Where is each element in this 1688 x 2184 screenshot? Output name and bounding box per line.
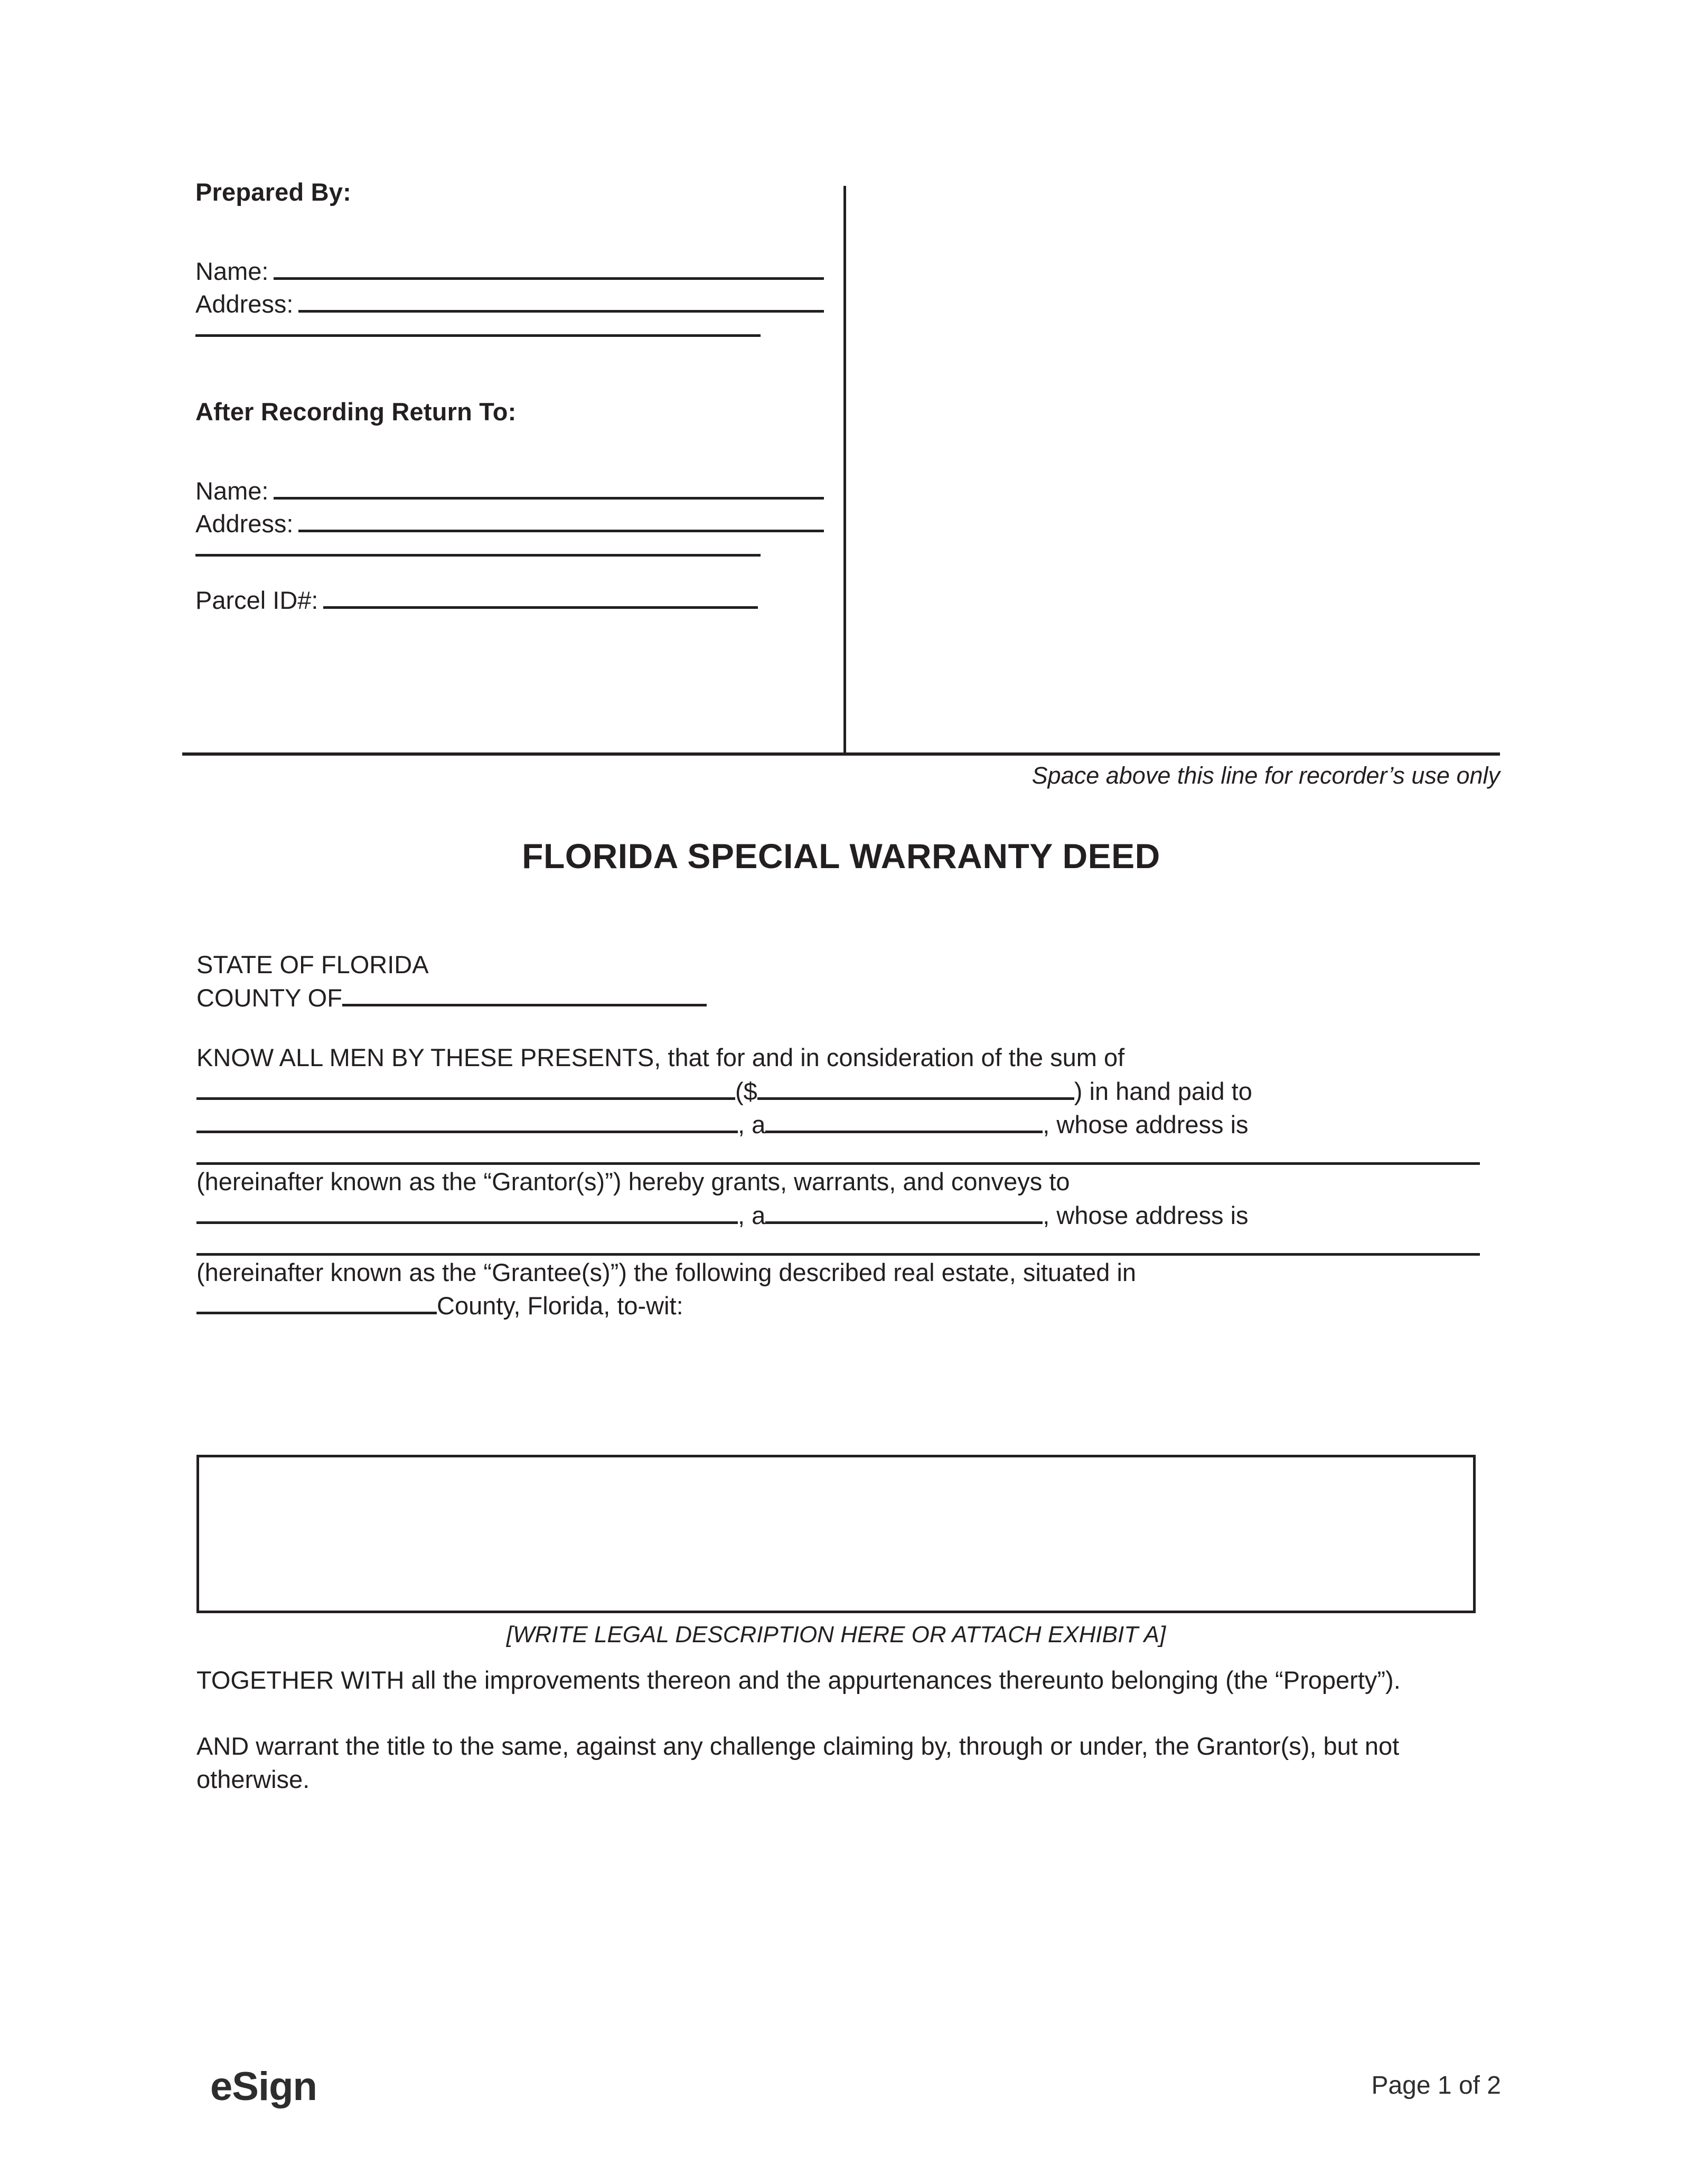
grantee-name-line bbox=[196, 1199, 1480, 1232]
spacer bbox=[195, 557, 824, 584]
grantor-clause-text: (hereinafter known as the “Grantor(s)”) hereby grants, warrants, and conveys to bbox=[196, 1168, 1070, 1196]
spacer bbox=[196, 1014, 1480, 1041]
grantee-entity-blank[interactable] bbox=[765, 1200, 1043, 1223]
spacer bbox=[195, 337, 824, 399]
grantor-entity-blank[interactable] bbox=[765, 1109, 1043, 1133]
prepared-by-address-label: Address: bbox=[195, 290, 294, 318]
return-to-name-label: Name: bbox=[195, 477, 269, 505]
grantee-address-suffix-text: , whose address is bbox=[1043, 1201, 1249, 1229]
grantee-name-blank[interactable] bbox=[196, 1200, 738, 1223]
recorder-left-column bbox=[195, 180, 824, 617]
county-situs-line bbox=[196, 1289, 1480, 1322]
prepared-by-address-row bbox=[195, 288, 824, 321]
grantor-name-blank[interactable] bbox=[196, 1109, 738, 1133]
spacer bbox=[196, 1697, 1480, 1729]
legal-description-box[interactable] bbox=[196, 1455, 1476, 1613]
consideration-words-blank[interactable] bbox=[196, 1076, 735, 1099]
county-line bbox=[196, 981, 1480, 1014]
return-to-address-label: Address: bbox=[195, 510, 294, 538]
page-number: Page 1 of 2 bbox=[1371, 2072, 1501, 2100]
state-line bbox=[196, 948, 1480, 981]
situs-county-blank[interactable] bbox=[196, 1291, 437, 1314]
deed-body bbox=[196, 948, 1480, 1323]
grantor-address-line bbox=[196, 1141, 1480, 1165]
consideration-intro-text: KNOW ALL MEN BY THESE PRESENTS, that for and in consideration of the sum of bbox=[196, 1043, 1125, 1072]
prepared-by-name-row bbox=[195, 255, 824, 288]
and-warrant-paragraph: AND warrant the title to the same, against any challenge claiming by, through or under, the Grantor(s), but not otherwise. bbox=[196, 1732, 1400, 1794]
grantor-entity-prefix-text: , a bbox=[738, 1110, 766, 1138]
return-to-name-row bbox=[195, 475, 824, 507]
grantee-clause-line bbox=[196, 1256, 1480, 1289]
prepared-by-heading: Prepared By: bbox=[195, 178, 351, 206]
consideration-amount-line bbox=[196, 1075, 1480, 1108]
closing-paragraphs bbox=[196, 1663, 1480, 1796]
grantee-entity-prefix-text: , a bbox=[738, 1201, 766, 1229]
recorder-vertical-divider bbox=[843, 186, 846, 755]
return-to-address-blank[interactable] bbox=[298, 509, 824, 532]
grantor-address-suffix-text: , whose address is bbox=[1043, 1110, 1249, 1138]
esign-logo: eSign bbox=[210, 2064, 317, 2109]
parcel-id-label: Parcel ID#: bbox=[195, 586, 318, 615]
together-with-paragraph: TOGETHER WITH all the improvements thereon and the appurtenances thereunto belonging (the “Property”). bbox=[196, 1666, 1401, 1694]
dollar-open-text: ($ bbox=[735, 1077, 757, 1105]
grantor-name-line bbox=[196, 1108, 1480, 1141]
consideration-intro-line bbox=[196, 1041, 1480, 1074]
prepared-by-address-blank[interactable] bbox=[298, 289, 824, 313]
grantor-address-blank[interactable] bbox=[196, 1141, 1480, 1165]
prepared-by-name-blank[interactable] bbox=[274, 256, 824, 280]
grantee-clause-text: (hereinafter known as the “Grantee(s)”) the following described real estate, situated in bbox=[196, 1258, 1137, 1287]
parcel-id-row bbox=[195, 584, 758, 617]
parcel-id-blank[interactable] bbox=[323, 585, 758, 609]
dollar-close-text: ) in hand paid to bbox=[1074, 1077, 1252, 1105]
county-of-label: COUNTY OF bbox=[196, 984, 342, 1012]
county-situs-suffix-text: County, Florida, to-wit: bbox=[437, 1292, 683, 1320]
spacer bbox=[195, 424, 824, 475]
state-of-florida-text: STATE OF FLORIDA bbox=[196, 950, 429, 978]
consideration-figures-blank[interactable] bbox=[757, 1076, 1074, 1099]
recorder-block-bottom-rule bbox=[182, 752, 1500, 756]
grantor-clause-line bbox=[196, 1165, 1480, 1198]
return-to-address-row bbox=[195, 507, 824, 540]
grantee-address-blank[interactable] bbox=[196, 1232, 1480, 1256]
legal-description-caption: [WRITE LEGAL DESCRIPTION HERE OR ATTACH EXHIBIT A] bbox=[506, 1622, 1166, 1648]
grantee-address-line bbox=[196, 1232, 1480, 1256]
page-title: FLORIDA SPECIAL WARRANTY DEED bbox=[522, 836, 1160, 876]
prepared-by-name-label: Name: bbox=[195, 257, 269, 285]
recorder-use-note: Space above this line for recorder’s use only bbox=[1031, 762, 1500, 789]
spacer bbox=[195, 204, 824, 255]
county-blank[interactable] bbox=[342, 983, 707, 1006]
return-to-name-blank[interactable] bbox=[274, 476, 824, 500]
recorder-header-block bbox=[182, 180, 1500, 755]
return-to-heading: After Recording Return To: bbox=[195, 398, 517, 426]
